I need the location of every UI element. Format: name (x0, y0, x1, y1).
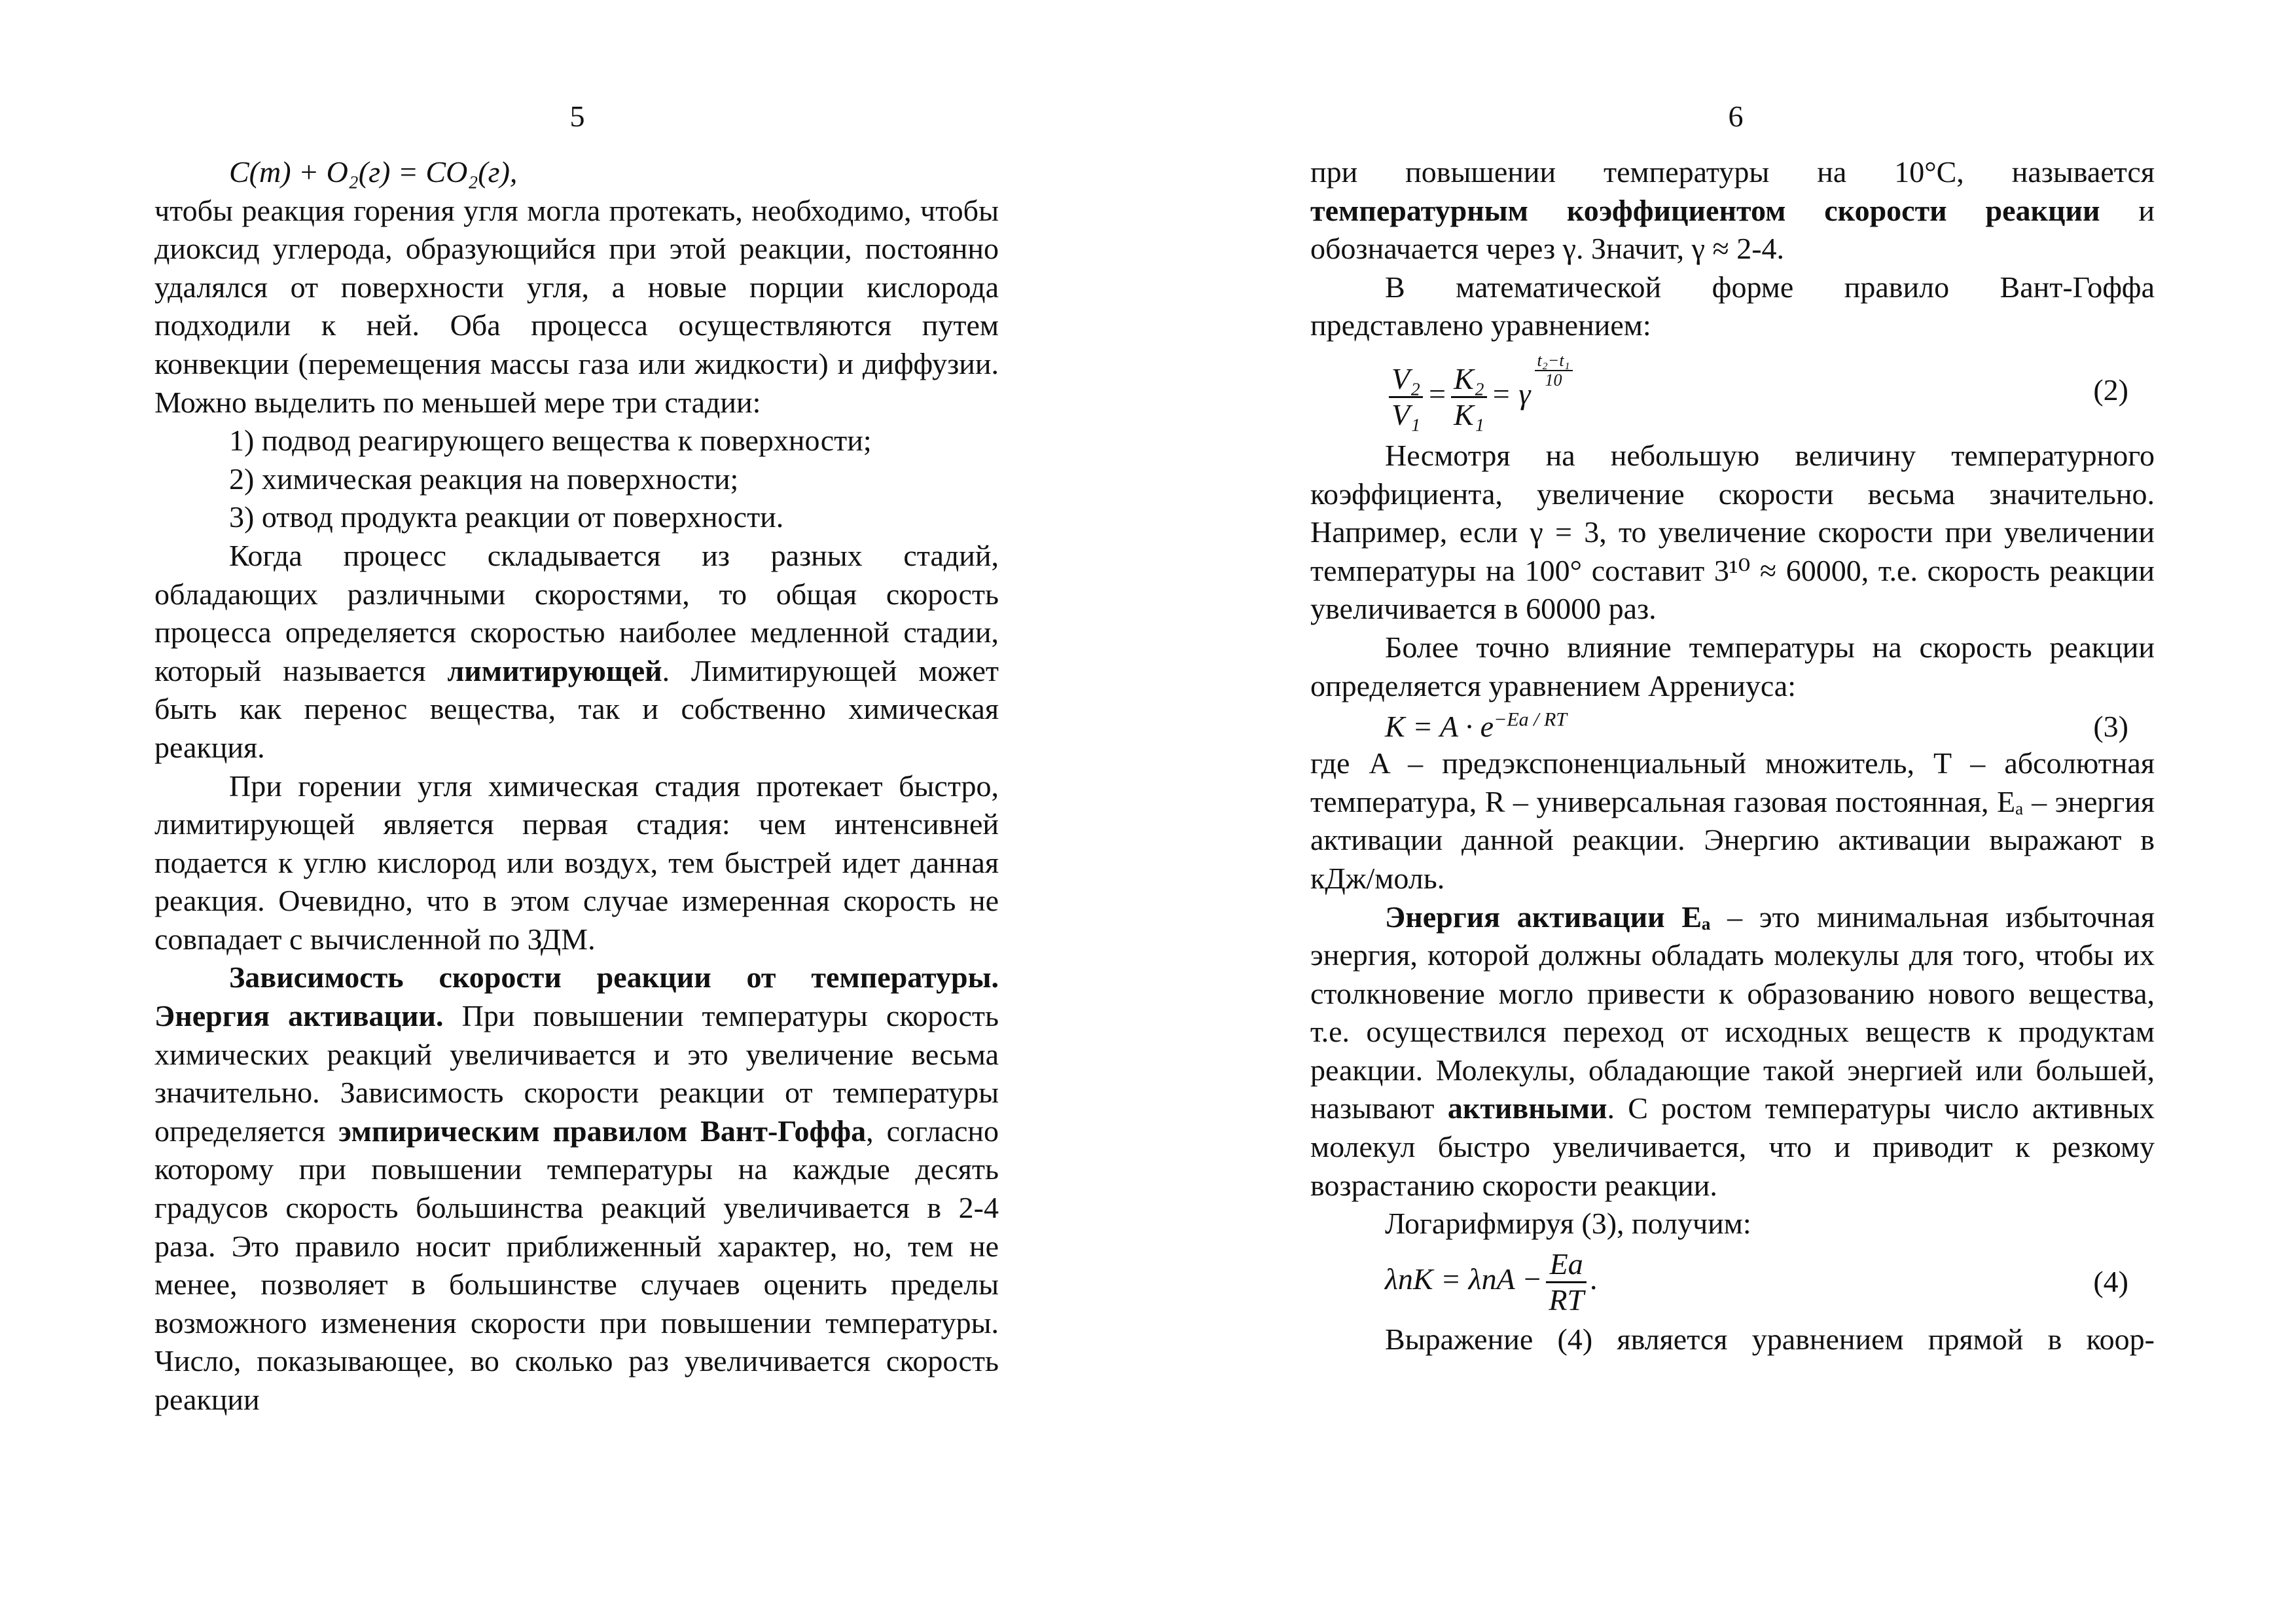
left-page-column (154, 153, 999, 1419)
page-number-right: 6 (1728, 100, 1744, 133)
combustion-equation: C(т) + O₂(г) = CO₂(г), (229, 155, 518, 189)
list-item: 1) подвод реагирующего вещества к поверхности; (229, 424, 872, 458)
list-item: 2) химическая реакция на поверхности; (229, 462, 739, 496)
page-number-left: 5 (569, 100, 585, 133)
paragraph: при повышении температуры на 10°С, называется температурным коэффициентом скорости реакции и обозначается через γ. Значит, γ ≈ 2-4. (1310, 155, 2155, 266)
fraction-k: $\frac{\text{K₂}}{\text{K₁}}$ (1451, 362, 1487, 432)
right-page-column (1310, 153, 2155, 1359)
formula-arrhenius: $K = A \cdot e^{-Ea / RT}$ (3) (1310, 705, 2155, 744)
fraction-ea-rt: $\frac{Ea}{RT}$ (1546, 1247, 1587, 1317)
paragraph: Энергия активации Eₐ – это минимальная избыточная энергия, которой должны обладать молекулы для того, чтобы их столкновение могло привести к образованию нового вещества, т.е. осуществился переход от исходных веществ к продуктам реакции. Молекулы, обладающие такой энергией или большей, называют активными. С ростом температуры число активных молекул быстро увеличивается, что и приводит к резкому возрастанию скорости реакции. (1310, 900, 2155, 1202)
paragraph: В математической форме правило Вант-Гоффа представлено уравнением: (1310, 270, 2155, 342)
paragraph: Когда процесс складывается из разных стадий, обладающих различными скоростями, то общая скорость процесса определяется скоростью наиболее медленной стадии, который называется лимитирующей. Лимитирующей может быть как перенос вещества, так и собственно химическая реакция. (154, 538, 999, 764)
paragraph: где A – предэкспоненциальный множитель, T – абсолютная температура, R – универсальная газовая постоянная, Eₐ – энергия активации данной реакции. Энергию активации выражают в кДж/моль. (1310, 746, 2155, 895)
exponent-fraction: $\frac{\text{t₂−t₁}}{10}$ (1535, 352, 1573, 390)
list-item: 3) отвод продукта реакции от поверхности. (229, 500, 784, 534)
paragraph: Логарифмируя (3), получим: (1385, 1207, 1751, 1241)
paragraph: При горении угля химическая стадия протекает быстро, лимитирующей является первая стадия: чем интенсивней подается к углю кислород или воздух, тем быстрей идет данная реакция. Очевидно, что в этом случае измеренная скорость не совпадает с вычисленной по ЗДМ. (154, 769, 999, 956)
equation-number: (2) (2093, 373, 2128, 407)
equation-number: (3) (2093, 710, 2128, 744)
formula-log: λnK = λnA − $\frac{Ea}{RT}$ . (4) (1385, 1247, 2128, 1317)
paragraph: Выражение (4) является уравнением прямой в коор- (1385, 1322, 2155, 1356)
formula-vant-hoff: $\frac{\text{V₂}}{\text{V₁}}$ = $\frac{\text{K₂}}{\text{K₁}}$ = γ $\frac{\text{t₂−t₁}}{10}$ (2) (1310, 345, 2155, 437)
paragraph: Несмотря на небольшую величину температурного коэффициента, увеличение скорости весьма значительно. Например, если γ = 3, то увеличение скорости при увеличении температуры на 100° составит 3¹⁰ ≈ 60000, т.е. скорость реакции увеличивается в 60000 раз. (1310, 438, 2155, 626)
section-heading: Зависимость скорости реакции от температуры. Энергия активации. (154, 960, 999, 1033)
fraction-v: $\frac{\text{V₂}}{\text{V₁}}$ (1389, 362, 1423, 432)
equation-number: (4) (2093, 1264, 2128, 1298)
paragraph: чтобы реакция горения угля могла протекать, необходимо, чтобы диоксид углерода, образующийся при этой реакции, постоянно удалялся от поверхности угля, а новые порции кислорода подходили к ней. Оба процесса осуществляются путем конвекции (перемещения массы газа или жидкости) и диффузии. Можно выделить по меньшей мере три стадии: (154, 193, 999, 419)
paragraph: Зависимость скорости реакции от температуры. Энергия активации. При повышении температуры скорость химических реакций увеличивается и это увеличение весьма значительно. Зависимость скорости реакции от температуры определяется эмпирическим правилом Вант-Гоффа, согласно которому при повышении температуры на каждые десять градусов скорость большинства реакций увеличивается в 2-4 раза. Это правило носит приближенный характер, но, тем не менее, позволяет в большинстве случаев оценить пределы возможного изменения скорости при повышении температуры. Число, показывающее, во сколько раз увеличивается скорость реакции (154, 960, 999, 1416)
paragraph: Более точно влияние температуры на скорость реакции определяется уравнением Аррениуса: (1310, 630, 2155, 702)
